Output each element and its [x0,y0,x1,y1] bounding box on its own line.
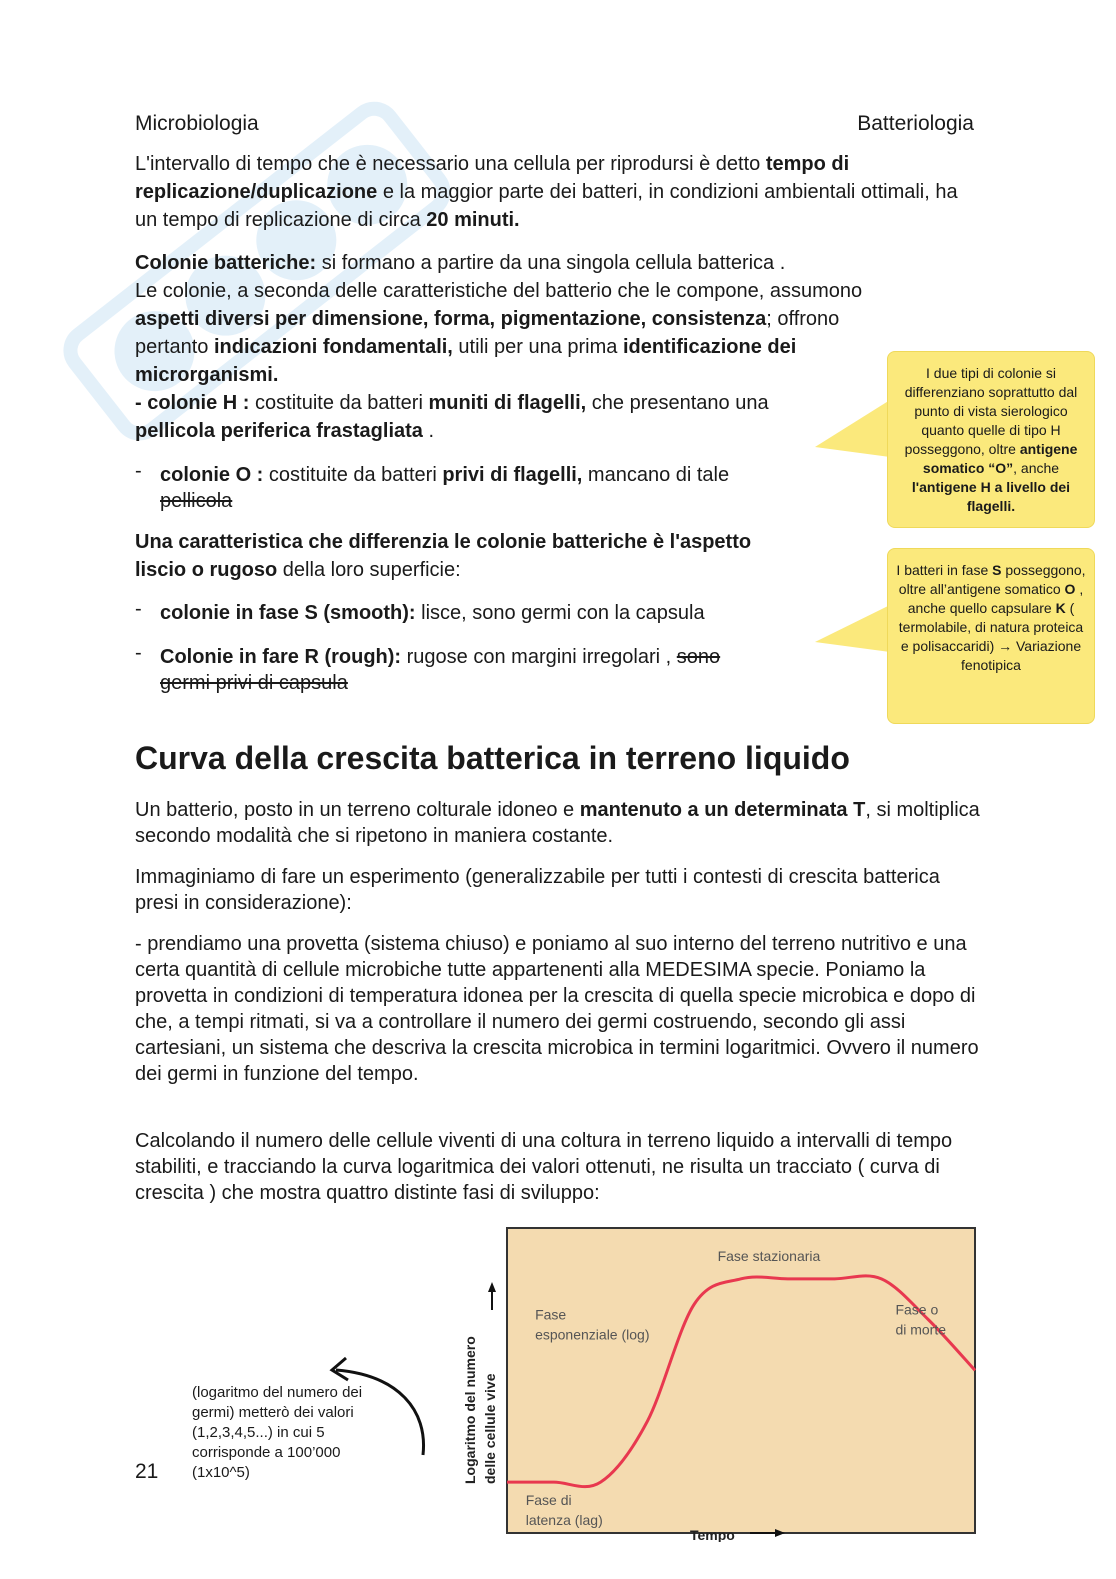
rough-colonies-item [135,644,815,696]
y-axis-arrow-head [488,1282,496,1292]
note2-bold-3: K [1055,600,1066,616]
section-paragraph-1 [135,797,980,849]
phase-label-2: Fase [535,1306,567,1323]
colonies-text-3: ; offrono [766,308,840,330]
colonies-h-bold: muniti di flagelli, [428,392,587,414]
note2-bold-2: O [1064,581,1076,597]
colonies-h-text-2: che presentano una [586,392,769,414]
note-antigens-h-o [887,351,1095,528]
phase-label-1-line-2: latenza (lag) [525,1512,603,1529]
bullet-dash: - [135,642,142,664]
smooth-text: lisce, sono germi con la capsula [415,602,705,624]
section-p1-text-1: Un batterio, posto in un terreno colturale idoneo e [135,799,580,821]
note-pointer-2 [815,600,895,660]
intro-bold-1: tempo di replicazione/duplicazione [135,153,850,203]
colonies-bold-2: aspetti diversi per dimensione, forma, pigmentazione, consistenza [135,308,767,330]
section-paragraph-4: Calcolando il numero delle cellule viventi di una coltura in terreno liquido a intervalli di tempo stabiliti, e tracciando la curva logaritmica dei valori ottenuti, ne risulta un tracciato ( curva di crescita ) che mostra quattro distinte fasi di sviluppo: [135,1130,953,1204]
y-axis-label-line-1: Logaritmo del numero [462,1336,478,1484]
surface-bold-2: liscio o rugoso [135,559,278,581]
smooth-label: colonie in fase S (smooth): [160,602,416,624]
phase-label-3: Fase stazionaria [717,1248,821,1265]
note2-bold-1: S [992,562,1002,578]
note1-text-2: , anche [1013,460,1060,476]
colonies-h-label: - colonie H : [135,392,250,414]
section-p1-text-2: , si moltiplica secondo modalità che si ripetono in maniera costante. [135,799,980,847]
colonies-text-4: pertanto [135,336,214,358]
y-axis-label [462,1336,498,1484]
colonies-h-text-3: . [422,420,435,442]
phase-label-4: Fase o [895,1301,939,1318]
colonies-h-bold-2: pellicola periferica frastagliata [135,420,423,442]
phase-label-1: Fase di [525,1492,572,1509]
y-axis-label-line-2: delle cellule vive [482,1373,498,1484]
note2-text-1: I batteri in fase [896,562,993,578]
x-axis-label: Tempo [690,1527,735,1542]
phase-label-2-line-2: esponenziale (log) [535,1326,650,1343]
surface-text-1: della loro superficie: [277,559,461,581]
section-p1-bold: mantenuto a un determinata T [579,799,866,821]
smooth-colonies-item [135,600,815,626]
colonies-o-item [135,462,815,514]
surface-paragraph [135,528,855,584]
colonies-o-text-2: mancano di tale [582,464,730,486]
header-subject: Microbiologia [135,112,259,135]
note2-text-3: , anche quello capsulare [907,581,1084,616]
colonies-bold-5: microrganismi. [135,364,279,386]
colonies-text-2: Le colonie, a seconda delle caratteristiche del batterio che le compone, assumono [135,280,863,302]
intro-paragraph [135,150,965,234]
note-pointer-1 [815,395,895,465]
section-paragraph-2: Immaginiamo di fare un esperimento (generalizzabile per tutti i contesti di crescita batterica presi in considerazione): [135,866,940,914]
intro-bold-2: 20 minuti. [426,209,520,231]
phase-label-4-line-2: di morte [895,1321,947,1338]
rough-strike-2: germi privi di capsula [160,672,348,694]
surface-bold-1: Una caratteristica che differenzia le colonie batteriche è l'aspetto [135,531,752,553]
colonies-o-bold: privi di flagelli, [442,464,583,486]
colonies-h-text-1: costituite da batteri [249,392,429,414]
rough-strike-1: sono [676,646,721,668]
header-topic: Batteriologia [857,112,974,135]
bullet-dash: - [135,598,142,620]
colonies-bold-4: identificazione dei [622,336,797,358]
rough-text: rugose con margini irregolari , [401,646,677,668]
colonies-o-label: colonie O : [160,464,264,486]
colonies-text-1: si formano a partire da una singola cellula batterica . [316,252,786,274]
note1-bold-2: l'antigene H a livello dei flagelli. [911,479,1071,514]
section-title: Curva della crescita batterica in terreno liquido [135,740,850,776]
colonies-bold-3: indicazioni fondamentali, [213,336,453,358]
colonies-heading: Colonie batteriche: [135,252,317,274]
chart-caption: (logaritmo del numero dei germi) metterò dei valori (1,2,3,4,5...) in cui 5 corrisponde a 100’000 (1x10^5) [192,1384,363,1481]
rough-label: Colonie in fare R (rough): [160,646,402,668]
note-antigens-s-k [887,548,1095,724]
intro-text-1: L'intervallo di tempo che è necessario una cellula per riprodursi è detto [135,153,766,175]
section-paragraph-3: - prendiamo una provetta (sistema chiuso) e poniamo al suo interno del terreno nutritivo e una certa quantità di cellule microbiche tutte appartenenti alla MEDESIMA specie. Poniamo la provetta in condizioni di temperatura idonea per la crescita di quella specie microbica e dopo di che, a tempi ritmati, si va a controllare il numero dei germi costruendo, secondo gli assi cartesiani, un sistema che descriva la crescita microbica in termini logaritmici. Ovvero il numero dei germi in funzione del tempo. [135,933,979,1085]
bullet-dash: - [135,460,142,482]
colonies-text-5: utili per una prima [452,336,623,358]
intro-text-2: e la maggior parte dei batteri, in condizioni ambientali ottimali, ha un tempo di replicazione di circa [135,181,958,231]
colonies-o-strike: pellicola [160,490,233,512]
page-number: 21 [135,1460,159,1483]
note2-text-2: posseggono, oltre all’antigene somatico [898,562,1086,597]
note2-text-4: ( termolabile, di natura proteica e polisaccaridi) → Variazione fenotipica [898,600,1084,673]
note1-text-1: I due tipi di colonie si differenziano soprattutto dal punto di vista sierologico quanto quelle di tipo H posseggono, oltre [904,365,1078,457]
colonies-o-text-1: costituite da batteri [263,464,443,486]
growth-curve-chart [455,1222,985,1542]
note1-bold-1: antigene somatico “O” [922,441,1078,476]
